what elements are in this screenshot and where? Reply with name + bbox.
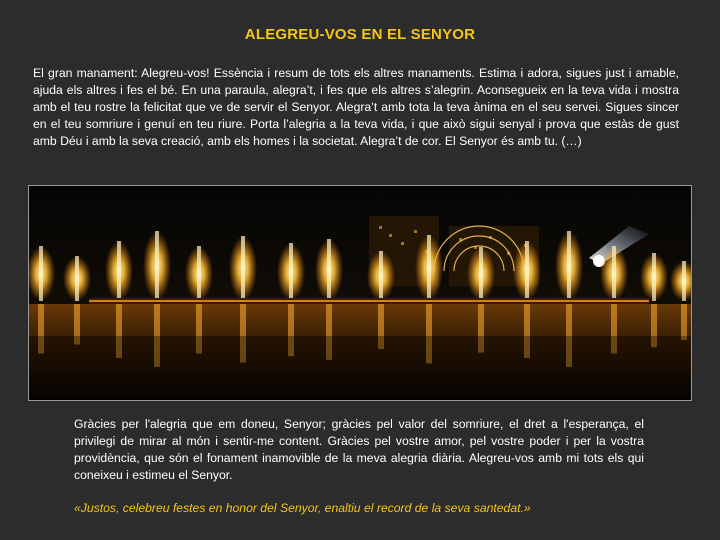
fountain-jet-core: [155, 231, 159, 301]
jet-reflection: [681, 304, 687, 340]
thanks-paragraph: Gràcies per l'alegria que em doneu, Senyor; gràcies pel valor del somriure, el dret a l'esperança, el privilegi de mirar al món i sentir-me content. Gràcies pel vostre amor, pel vostre poder i per la vostra providència, que són el fonament inamovible de la meva alegria diària. Alegreu-vos amb mi tots els qui coneixeu i estimeu el Senyor.: [74, 417, 644, 482]
fountain-jet-core: [289, 243, 293, 301]
fountain-jet-core: [479, 247, 483, 301]
fountain-jet-core: [75, 256, 79, 301]
fountain-jet-core: [197, 246, 201, 301]
fountain-jet-core: [567, 231, 571, 301]
fountain-night-photo: [28, 185, 692, 401]
fountain-jet-core: [652, 253, 656, 301]
fountain-jet-core: [39, 246, 43, 301]
intro-paragraph: El gran manament: Alegreu-vos! Essència i resum de tots els altres manaments. Estima i adora, sigues just i amable, ajuda els altres i fes el bé. En una paraula, alegra’t, i fes que els altres s’alegrin. Aconsegueix en la teva vida i mostra amb el teu rostre la felicitat que ve de servir el Senyor. Alegra’t amb tota la teva ànima en el seu servei. Sigues sincer en el teu somriure i genuí en teu riure. Porta l’alegria a la teva vida, i que això sigui senyal i prova que estàs de gust amb Déu i amb la seva creació, amb els homes i la societat. Alegra’t de cor. El Senyor és amb tu. (…): [33, 66, 679, 148]
psalm-quote: «Justos, celebreu festes en honor del Senyor, enaltiu el record de la seva santedat.»: [74, 501, 531, 515]
fountain-jet-core: [427, 235, 431, 301]
fountain-jet-core: [525, 241, 529, 301]
fountain-jet-core: [241, 236, 245, 301]
fountain-jet-core: [612, 246, 616, 301]
fountain-jet-core: [327, 239, 331, 301]
page-title: ALEGREU-VOS EN EL SENYOR: [244, 26, 476, 43]
fountain-jet-core: [379, 251, 383, 301]
fountain-jet-core: [117, 241, 121, 301]
fountain-jet-core: [682, 261, 686, 301]
